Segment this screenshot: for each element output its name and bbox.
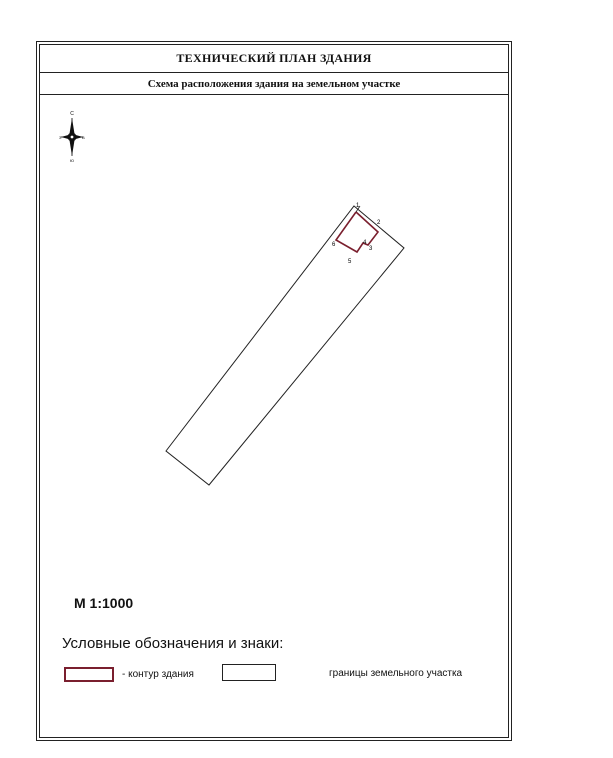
map-scale: М 1:1000: [74, 595, 134, 611]
document-subtitle: Схема расположения здания на земельном участке: [40, 73, 508, 95]
legend-parcel-swatch: [222, 664, 276, 681]
legend-parcel-label: границы земельного участка: [329, 668, 463, 679]
point-label-5: 5: [348, 259, 352, 265]
compass-west-label: З: [59, 135, 62, 140]
legend-title: Условные обозначения и знаки:: [62, 635, 284, 652]
compass-east-label: В: [82, 135, 85, 140]
document-title: ТЕХНИЧЕСКИЙ ПЛАН ЗДАНИЯ: [40, 45, 508, 73]
point-label-3: 3: [369, 246, 373, 252]
compass-south-label: Ю: [69, 158, 75, 163]
legend-building-swatch: [64, 667, 114, 682]
document-inner-frame: [39, 44, 509, 738]
legend-building-label: - контур здания: [122, 669, 194, 680]
point-label-6: 6: [332, 242, 336, 248]
point-label-1: 1: [356, 203, 360, 209]
point-label-4: 4: [363, 240, 367, 246]
compass-north-label: С: [70, 111, 74, 117]
point-label-2: 2: [377, 220, 381, 226]
document-frame: [36, 41, 512, 741]
